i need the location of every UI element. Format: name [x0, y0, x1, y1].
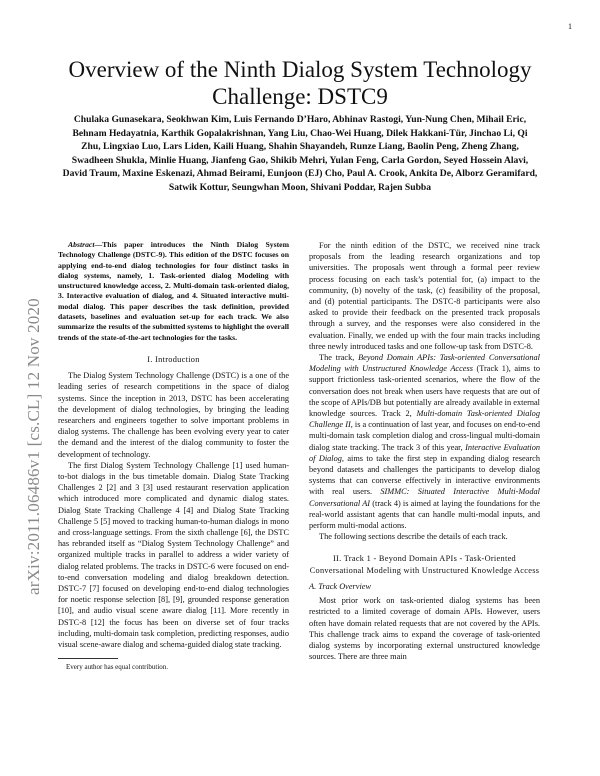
paper-title: Overview of the Ninth Dialog System Technology Challenge: DSTC9: [68, 57, 532, 109]
footnote: Every author has equal contribution.: [66, 663, 169, 672]
text-run: , is a continuation of last year, and focuses on end-to-end multi-domain task completion dialog and cross-lingual multi-domain dialog state tracking. The track 3 of this year,: [309, 420, 540, 452]
abstract: [58, 240, 289, 343]
track2-title: Multi-domain Task-oriented Dialog Challenge II: [309, 409, 540, 430]
arxiv-watermark: arXiv:2011.06486v1 [cs.CL] 12 Nov 2020: [24, 298, 43, 595]
track1-title: Beyond Domain APIs: Task-oriented Conversational Modeling with Unstructured Knowledge Access: [309, 353, 540, 374]
text-run: (Track 1), aims to support frictionless task-oriented scenarios, where the flow of the conversation does not break when users have requests that are out of the scope of APIs/DB but potentially are already available in external knowledge sources. Track 2,: [309, 364, 540, 419]
track3-title: Interactive Evaluation of Dialog: [309, 442, 541, 463]
section-heading-track1: II. Track 1 - Beyond Domain APIs - Task-Oriented Conversational Modeling with Unstructured Knowledge Access: [309, 554, 540, 575]
right-paragraph-3: The following sections describe the details of each track.: [319, 532, 508, 542]
abstract-text: —This paper introduces the Ninth Dialog System Technology Challenge (DSTC-9). This edition of the DSTC focuses on applying end-to-end dialog technologies for four distinct tasks in dialog systems, namely, 1. Task-oriented dialog Modeling with unstructured knowledge access, 2. Multi-domain task-oriented dialog, 3. Interactive evaluation of dialog, and 4. Situated interactive multi-modal dialog. This paper describes the task definition, provided datasets, baselines and evaluation set-up for each track. We also summarize the results of the submitted systems to highlight the overall trends of the state-of-the-art technologies for the tasks.: [58, 240, 289, 342]
right-paragraph-2: [309, 352, 540, 531]
intro-paragraph-1: The Dialog System Technology Challenge (DSTC) is a one of the leading series of research competitions in the space of dialog systems. Since the inception in 2013, DSTC has been accelerating the development of dialog technologies, by bringing the leading researchers and engineers together to solve important problems in dialog systems. The challenge has been evolving every year to cater the demand and the interest of the dialog community to foster the development of technology.: [58, 371, 289, 459]
track4-title: SIMMC: Situated Interactive Multi-Modal Conversational AI: [309, 487, 540, 508]
page-number: 1: [568, 22, 572, 31]
right-paragraph-4: Most prior work on task-oriented dialog systems has been restricted to a limited coverage of domain APIs. However, users often have domain related requests that are not covered by the APIs. This challenge track aims to expand the coverage of task-oriented dialog systems by incorporating external unstructured knowledge sources. There are three main: [309, 596, 540, 662]
footnote-rule: [58, 658, 118, 659]
text-run: (track 4) is aimed at laying the foundations for the real-world assistant agents that can handle multi-modal inputs, and perform multi-modal actions.: [309, 498, 541, 531]
subsection-heading: A. Track Overview: [309, 581, 371, 591]
intro-paragraph-2: The first Dialog System Technology Challenge [1] used human-to-bot dialogs in the bus timetable domain. Dialog State Tracking Challenges 2 [2] and 3 [3] used restaurant reservation application which introduced more complicated and dynamic dialog states. Dialog State Tracking Challenge 4 [4] and Dialog State Tracking Challenge 5 [5] moved to tracking human-to-human dialogs in mono and cross-language settings. From the sixth challenge [6], the DSTC has rebranded itself as “Dialog System Technology Challenge” and organized multiple tracks in parallel to address a wider variety of dialog related problems. The tracks in DSTC-6 were focused on end-to-end conversation modeling and dialog breakdown detection. DSTC-7 [7] focused on developing end-to-end dialog technologies for noetic response selection [8], [9], grounded response generation [10], and audio visual scene aware dialog [11]. More recently in DSTC-8 [12] the focus has been on diverse set of four tracks including, multi-domain task completion, predicting responses, audio visual scene-aware dialog and schema-guided dialog state tracking.: [58, 460, 289, 650]
left-column: [58, 240, 289, 673]
abstract-label: Abstract: [68, 240, 95, 249]
text-run: The track,: [319, 353, 359, 363]
right-paragraph-1: For the ninth edition of the DSTC, we received nine track proposals from the leading research organizations and top universities. The proposals went through a formal peer review process focusing on each task’s potential for, (a) impact to the community, (b) novelty of the task, (c) feasibility of the proposal, and (d) potential participants. The DSTC-8 participants were also asked to provide their feedback on the presented track proposals through a survey, and the responses were also considered in the evaluation. Finally, we ended up with the four main tracks including three newly introduced tasks and one follow-up task from DSTC-8.: [309, 241, 540, 351]
author-list: Chulaka Gunasekara, Seokhwan Kim, Luis Fernando D’Haro, Abhinav Rastogi, Yun-Nung Chen, Mihail Eric, Behnam Hedayatnia, Karthik Gopalakrishnan, Yang Liu, Chao-Wei Huang, Dilek Hakkani-Tür, Jinchao Li, Qi Zhu, Lingxiao Luo, Lars Liden, Kaili Huang, Shahin Shayandeh, Runze Liang, Baolin Peng, Zheng Zhang, Swadheen Shukla, Minlie Huang, Jianfeng Gao, Shikib Mehri, Yulan Feng, Carla Gordon, Seyed Hossein Alavi, David Traum, Maxine Eskenazi, Ahmad Beirami, Eunjoon (EJ) Cho, Paul A. Crook, Ankita De, Alborz Geramifard, Satwik Kottur, Seungwhan Moon, Shivani Poddar, Rajen Subba: [62, 114, 538, 193]
text-run: , aims to take the first step in expanding dialog research beyond datasets and challenges the participants to develop dialog systems that can converse effectively in interactive environments with real users.: [309, 453, 540, 497]
right-column: [309, 240, 540, 662]
section-heading-introduction: I. Introduction: [147, 354, 200, 364]
